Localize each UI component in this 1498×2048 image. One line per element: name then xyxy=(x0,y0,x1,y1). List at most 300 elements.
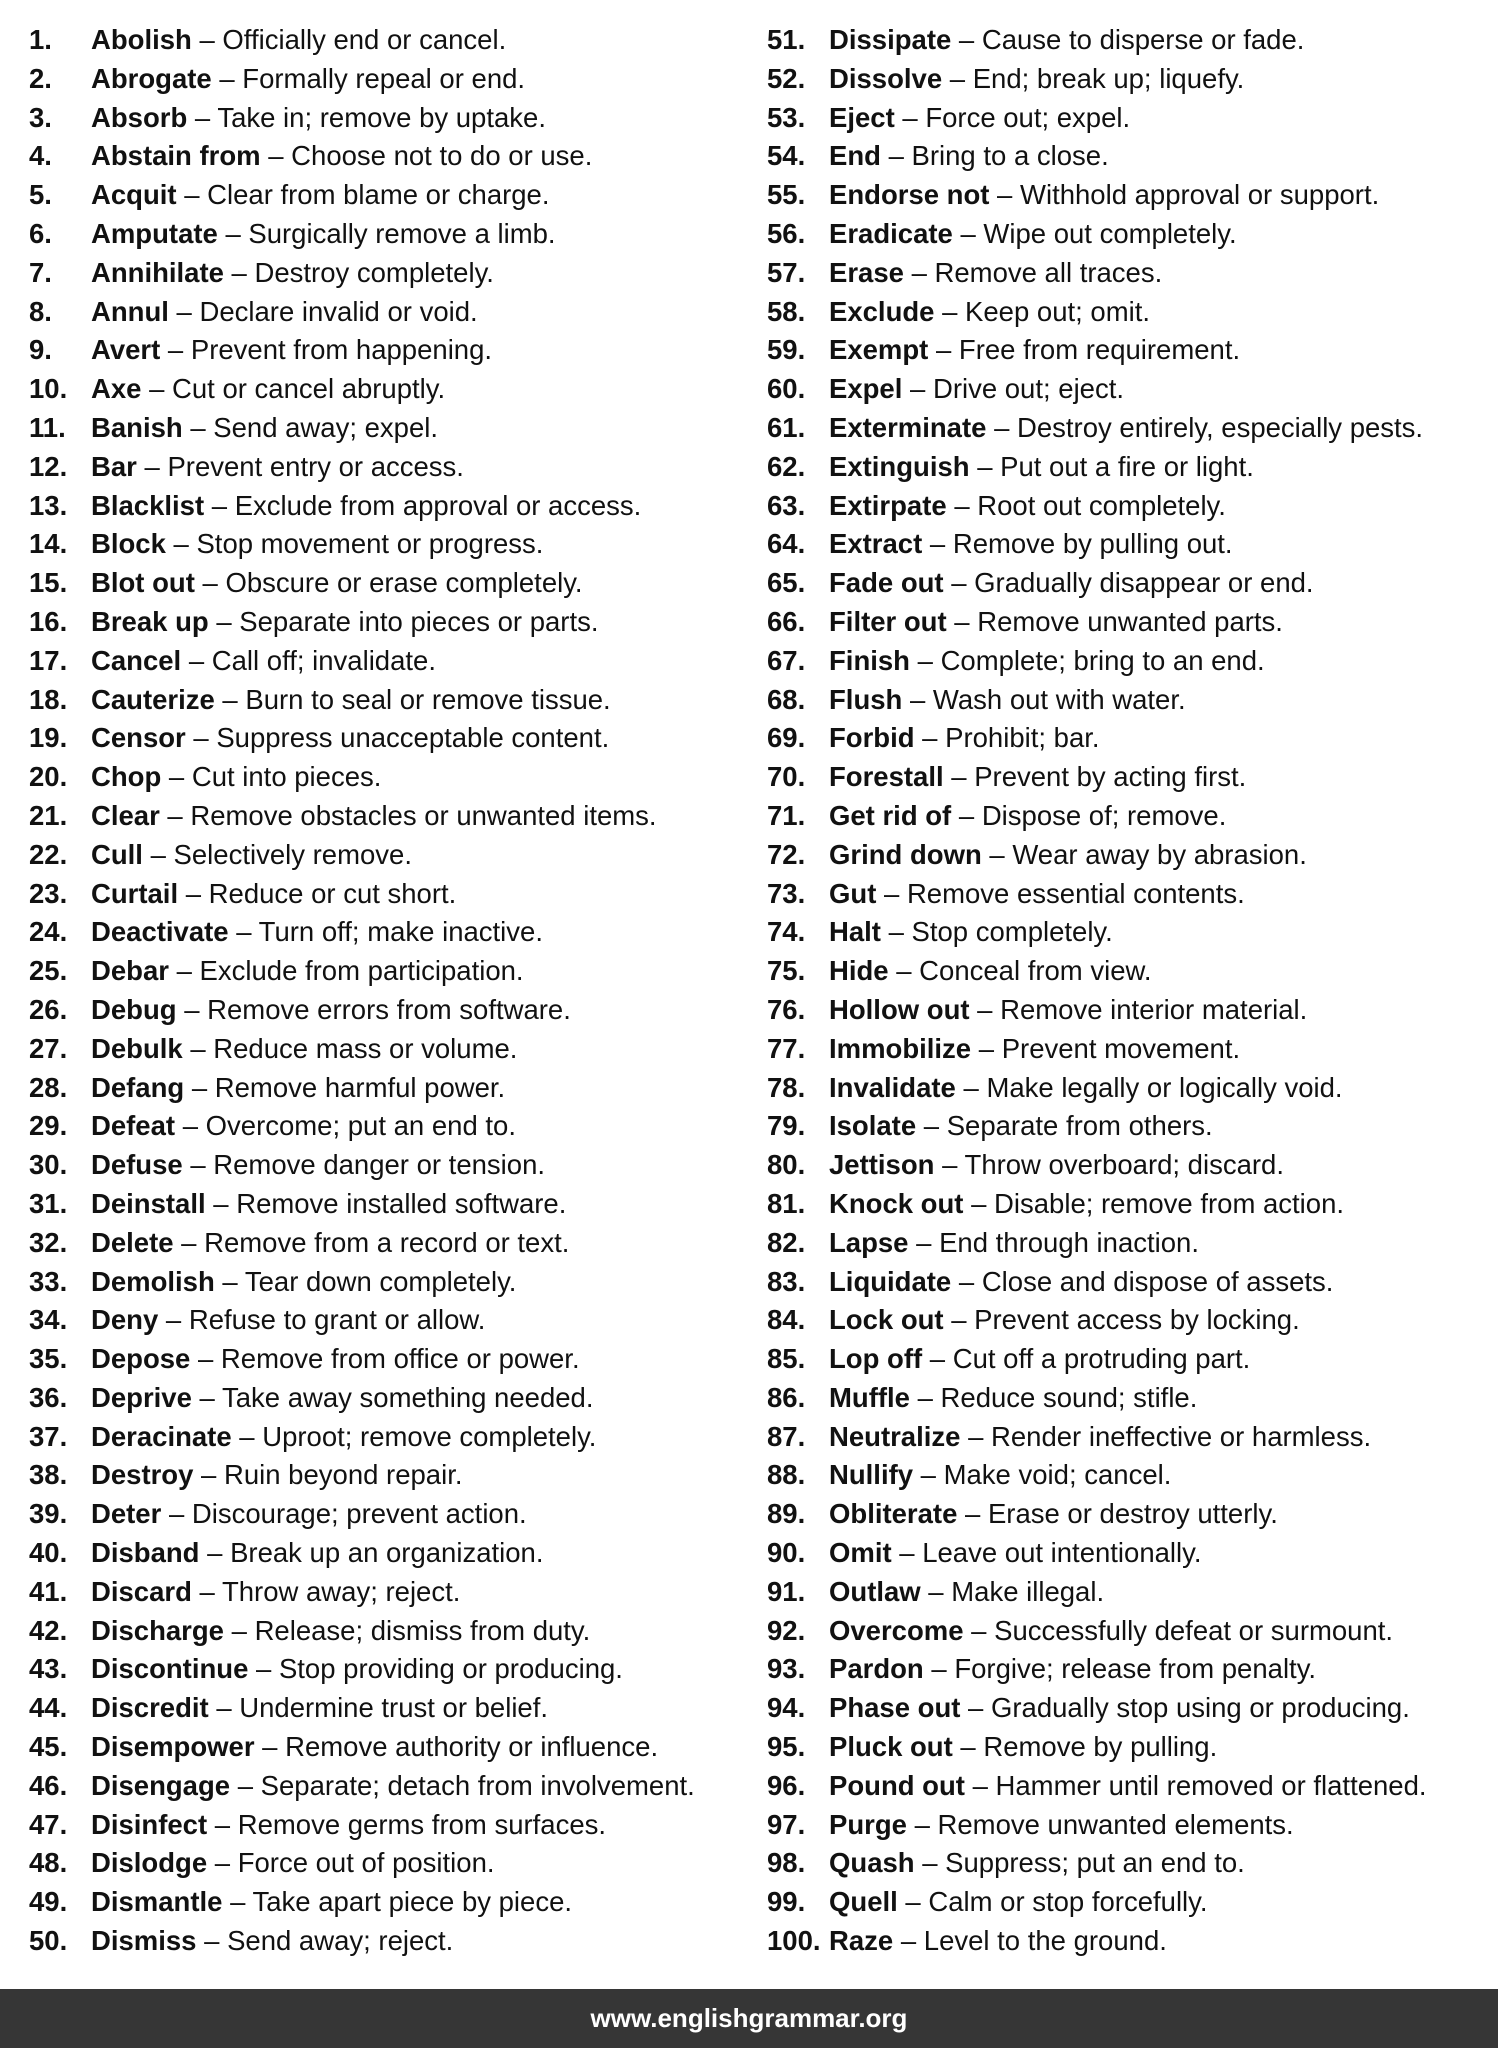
item-number: 45. xyxy=(29,1731,68,1763)
item-definition: Wash out with water. xyxy=(932,683,1186,715)
item-text xyxy=(829,1030,1240,1069)
list-item xyxy=(767,1069,1498,1108)
item-separator: – xyxy=(902,373,933,405)
item-word: Exterminate xyxy=(829,411,987,443)
item-definition: Separate; detach from involvement. xyxy=(260,1769,695,1801)
item-number: 28. xyxy=(29,1071,68,1103)
item-word: Purge xyxy=(829,1808,907,1840)
list-item xyxy=(29,991,769,1030)
item-number: 75. xyxy=(767,955,806,987)
list-item xyxy=(29,293,769,332)
item-definition: Remove by pulling. xyxy=(983,1731,1218,1763)
item-word: Eject xyxy=(829,101,895,133)
list-item xyxy=(29,370,769,409)
item-text xyxy=(91,1573,460,1612)
item-separator: – xyxy=(914,1847,946,1879)
item-separator: – xyxy=(208,1692,240,1724)
item-definition: Overcome; put an end to. xyxy=(205,1110,516,1142)
item-text xyxy=(829,137,1109,176)
item-text xyxy=(91,1340,580,1379)
item-definition: Separate into pieces or parts. xyxy=(239,605,599,637)
item-word: Blot out xyxy=(91,567,195,599)
item-text xyxy=(91,1107,516,1146)
item-separator: – xyxy=(923,1653,955,1685)
item-word: Deny xyxy=(91,1304,159,1336)
item-definition: Clear from blame or charge. xyxy=(207,179,550,211)
item-word: Endorse not xyxy=(829,179,990,211)
item-text xyxy=(91,293,478,332)
item-separator: – xyxy=(952,217,984,249)
item-text xyxy=(829,1806,1294,1845)
item-number: 78. xyxy=(767,1071,806,1103)
item-number: 55. xyxy=(767,179,806,211)
item-text xyxy=(91,1495,527,1534)
item-separator: – xyxy=(989,179,1020,211)
item-word: Deter xyxy=(91,1498,162,1530)
item-separator: – xyxy=(231,1420,263,1452)
item-definition: Drive out; eject. xyxy=(932,373,1125,405)
item-definition: Remove installed software. xyxy=(236,1187,567,1219)
item-text xyxy=(829,1612,1393,1651)
item-separator: – xyxy=(204,489,235,521)
list-item xyxy=(767,1806,1498,1845)
item-text xyxy=(91,176,550,215)
item-separator: – xyxy=(920,1575,952,1607)
item-word: Neutralize xyxy=(829,1420,961,1452)
footer-url[interactable]: www.englishgrammar.org xyxy=(590,2003,908,2033)
item-word: Halt xyxy=(829,916,881,948)
item-word: Disempower xyxy=(91,1731,255,1763)
item-number: 62. xyxy=(767,450,806,482)
item-number: 88. xyxy=(767,1459,806,1491)
item-definition: Separate from others. xyxy=(946,1110,1213,1142)
item-definition: Hammer until removed or flattened. xyxy=(995,1769,1427,1801)
item-number: 2. xyxy=(29,62,52,94)
item-definition: Withhold approval or support. xyxy=(1020,179,1380,211)
list-item xyxy=(767,991,1498,1030)
item-definition: Force out; expel. xyxy=(925,101,1131,133)
item-definition: Obscure or erase completely. xyxy=(225,567,583,599)
item-word: Debar xyxy=(91,955,169,987)
item-word: Omit xyxy=(829,1537,892,1569)
list-item xyxy=(767,1495,1498,1534)
item-separator: – xyxy=(960,1420,992,1452)
item-separator: – xyxy=(942,62,973,94)
item-number: 21. xyxy=(29,799,68,831)
item-separator: – xyxy=(184,1071,215,1103)
item-word: Discredit xyxy=(91,1692,209,1724)
item-number: 85. xyxy=(767,1343,806,1375)
item-definition: Force out of position. xyxy=(237,1847,495,1879)
list-item xyxy=(29,1146,769,1185)
item-word: Chop xyxy=(91,761,162,793)
item-definition: Remove authority or influence. xyxy=(285,1731,659,1763)
item-number: 4. xyxy=(29,140,52,172)
item-separator: – xyxy=(158,1304,189,1336)
item-definition: Cut or cancel abruptly. xyxy=(172,373,446,405)
item-word: Cancel xyxy=(91,644,182,676)
list-item xyxy=(767,719,1498,758)
item-text xyxy=(829,1418,1371,1457)
item-number: 56. xyxy=(767,217,806,249)
item-definition: Stop completely. xyxy=(911,916,1113,948)
item-definition: Tear down completely. xyxy=(244,1265,517,1297)
item-separator: – xyxy=(880,916,912,948)
item-word: Muffle xyxy=(829,1381,910,1413)
list-item xyxy=(767,1263,1498,1302)
item-word: Debug xyxy=(91,993,177,1025)
item-separator: – xyxy=(893,1925,924,1957)
item-text xyxy=(829,1573,1104,1612)
item-text xyxy=(829,487,1226,526)
item-number: 65. xyxy=(767,567,806,599)
item-word: Dislodge xyxy=(91,1847,208,1879)
item-text xyxy=(91,797,657,836)
list-item xyxy=(29,525,769,564)
item-number: 30. xyxy=(29,1149,68,1181)
item-number: 70. xyxy=(767,761,806,793)
item-number: 81. xyxy=(767,1187,806,1219)
item-word: Break up xyxy=(91,605,209,637)
item-definition: Take apart piece by piece. xyxy=(252,1886,573,1918)
item-separator: – xyxy=(223,1614,255,1646)
item-text xyxy=(91,719,609,758)
item-separator: – xyxy=(963,1187,995,1219)
item-separator: – xyxy=(963,1614,995,1646)
item-text xyxy=(829,1689,1410,1728)
item-definition: Destroy entirely, especially pests. xyxy=(1017,411,1424,443)
item-definition: Conceal from view. xyxy=(919,955,1152,987)
item-text xyxy=(829,1263,1333,1302)
item-separator: – xyxy=(260,140,292,172)
item-text xyxy=(91,215,556,254)
item-text xyxy=(829,331,1240,370)
list-item xyxy=(29,1456,769,1495)
item-definition: Disable; remove from action. xyxy=(994,1187,1345,1219)
item-separator: – xyxy=(228,916,259,948)
item-text xyxy=(829,642,1265,681)
item-word: Depose xyxy=(91,1343,191,1375)
item-definition: Release; dismiss from duty. xyxy=(254,1614,591,1646)
item-word: Exempt xyxy=(829,334,929,366)
item-separator: – xyxy=(194,567,226,599)
item-definition: End through inaction. xyxy=(939,1226,1199,1258)
item-text xyxy=(91,1806,606,1845)
item-definition: Cut off a protruding part. xyxy=(952,1343,1251,1375)
item-definition: Root out completely. xyxy=(977,489,1226,521)
item-definition: Break up an organization. xyxy=(230,1537,544,1569)
item-definition: Reduce mass or volume. xyxy=(213,1032,518,1064)
item-separator: – xyxy=(986,411,1018,443)
item-separator: – xyxy=(191,1381,222,1413)
item-definition: Bring to a close. xyxy=(911,140,1109,172)
list-item xyxy=(29,1069,769,1108)
item-word: Extinguish xyxy=(829,450,970,482)
item-text xyxy=(829,1224,1199,1263)
item-separator: – xyxy=(946,489,978,521)
item-text xyxy=(829,681,1186,720)
item-definition: Calm or stop forcefully. xyxy=(928,1886,1208,1918)
list-item xyxy=(29,1573,769,1612)
item-separator: – xyxy=(880,140,912,172)
list-item xyxy=(767,254,1498,293)
item-word: Dissipate xyxy=(829,24,952,55)
item-number: 23. xyxy=(29,877,68,909)
item-separator: – xyxy=(190,1343,221,1375)
item-separator: – xyxy=(916,1110,947,1142)
list-item xyxy=(767,797,1498,836)
item-definition: Remove unwanted elements. xyxy=(937,1808,1294,1840)
item-number: 54. xyxy=(767,140,806,172)
item-word: Cauterize xyxy=(91,683,215,715)
list-item xyxy=(767,913,1498,952)
item-separator: – xyxy=(951,799,982,831)
list-item xyxy=(767,331,1498,370)
item-word: Blacklist xyxy=(91,489,205,521)
item-number: 29. xyxy=(29,1110,68,1142)
list-item xyxy=(767,875,1498,914)
item-separator: – xyxy=(141,373,173,405)
list-item xyxy=(767,564,1498,603)
item-text xyxy=(829,1922,1167,1961)
item-number: 25. xyxy=(29,955,68,987)
item-definition: Take away something needed. xyxy=(221,1381,594,1413)
item-text xyxy=(91,1728,658,1767)
item-definition: Prevent from happening. xyxy=(190,334,493,366)
list-item xyxy=(767,758,1498,797)
item-separator: – xyxy=(909,1381,941,1413)
item-number: 53. xyxy=(767,101,806,133)
item-word: Discontinue xyxy=(91,1653,249,1685)
item-word: Defang xyxy=(91,1071,185,1103)
item-text xyxy=(91,1883,572,1922)
list-item xyxy=(29,1224,769,1263)
list-item xyxy=(29,487,769,526)
item-number: 69. xyxy=(767,722,806,754)
item-number: 46. xyxy=(29,1769,68,1801)
item-number: 93. xyxy=(767,1653,806,1685)
item-number: 77. xyxy=(767,1032,806,1064)
list-item xyxy=(767,1573,1498,1612)
item-word: Filter out xyxy=(829,605,947,637)
list-item xyxy=(29,1185,769,1224)
item-separator: – xyxy=(891,1537,923,1569)
list-item xyxy=(29,1107,769,1146)
item-word: Erase xyxy=(829,256,904,288)
item-text xyxy=(91,60,525,99)
item-separator: – xyxy=(222,1886,253,1918)
item-definition: Make legally or logically void. xyxy=(986,1071,1343,1103)
item-separator: – xyxy=(187,101,218,133)
item-number: 64. xyxy=(767,528,806,560)
item-number: 79. xyxy=(767,1110,806,1142)
item-separator: – xyxy=(178,877,209,909)
item-word: Immobilize xyxy=(829,1032,972,1064)
item-word: Discard xyxy=(91,1575,192,1607)
list-item xyxy=(29,331,769,370)
item-word: Annul xyxy=(91,295,169,327)
item-number: 14. xyxy=(29,528,68,560)
list-item xyxy=(29,1379,769,1418)
list-item xyxy=(29,1689,769,1728)
item-word: Cull xyxy=(91,838,143,870)
item-separator: – xyxy=(922,1343,953,1375)
list-item xyxy=(767,836,1498,875)
item-separator: – xyxy=(160,334,191,366)
item-word: Expel xyxy=(829,373,903,405)
item-number: 6. xyxy=(29,217,52,249)
item-text xyxy=(91,525,543,564)
item-word: Invalidate xyxy=(829,1071,956,1103)
list-item xyxy=(29,603,769,642)
list-item xyxy=(29,1922,769,1961)
item-definition: Remove all traces. xyxy=(934,256,1163,288)
list-item xyxy=(29,913,769,952)
item-text xyxy=(91,448,464,487)
item-definition: Prohibit; bar. xyxy=(945,722,1100,754)
list-item xyxy=(767,681,1498,720)
item-number: 68. xyxy=(767,683,806,715)
list-item xyxy=(29,1418,769,1457)
item-separator: – xyxy=(176,179,208,211)
list-item xyxy=(767,642,1498,681)
item-separator: – xyxy=(165,528,197,560)
item-word: Jettison xyxy=(829,1149,935,1181)
item-word: Eradicate xyxy=(829,217,953,249)
item-word: End xyxy=(829,140,881,172)
item-number: 57. xyxy=(767,256,806,288)
item-text xyxy=(91,913,543,952)
item-definition: Remove obstacles or unwanted items. xyxy=(190,799,657,831)
list-item xyxy=(29,176,769,215)
item-number: 44. xyxy=(29,1692,68,1724)
item-definition: Cut into pieces. xyxy=(191,761,382,793)
item-definition: Burn to seal or remove tissue. xyxy=(245,683,611,715)
item-definition: Throw overboard; discard. xyxy=(964,1149,1284,1181)
item-number: 73. xyxy=(767,877,806,909)
item-text xyxy=(91,1030,517,1069)
list-item xyxy=(29,409,769,448)
item-number: 11. xyxy=(29,411,66,443)
item-text xyxy=(91,603,599,642)
item-word: Discharge xyxy=(91,1614,224,1646)
list-item xyxy=(29,1495,769,1534)
item-word: Avert xyxy=(91,334,161,366)
item-word: Acquit xyxy=(91,179,177,211)
item-definition: Suppress unacceptable content. xyxy=(216,722,610,754)
list-item xyxy=(767,1728,1498,1767)
item-text xyxy=(829,564,1314,603)
item-word: Defeat xyxy=(91,1110,176,1142)
item-separator: – xyxy=(909,644,941,676)
item-text xyxy=(829,1767,1427,1806)
item-definition: Make void; cancel. xyxy=(943,1459,1172,1491)
item-word: Extract xyxy=(829,528,923,560)
item-text xyxy=(829,99,1130,138)
item-separator: – xyxy=(182,1032,214,1064)
item-number: 95. xyxy=(767,1731,806,1763)
item-word: Exclude xyxy=(829,295,935,327)
item-definition: Forgive; release from penalty. xyxy=(954,1653,1317,1685)
item-text xyxy=(91,137,592,176)
item-word: Quell xyxy=(829,1886,898,1918)
item-number: 20. xyxy=(29,761,68,793)
item-number: 32. xyxy=(29,1226,68,1258)
item-word: Pluck out xyxy=(829,1731,953,1763)
item-text xyxy=(91,1689,548,1728)
item-separator: – xyxy=(199,1537,231,1569)
item-text xyxy=(91,1844,495,1883)
item-definition: Undermine trust or belief. xyxy=(239,1692,549,1724)
item-word: Deprive xyxy=(91,1381,192,1413)
list-item xyxy=(29,1534,769,1573)
item-number: 60. xyxy=(767,373,806,405)
item-word: Block xyxy=(91,528,166,560)
item-word: Pound out xyxy=(829,1769,965,1801)
item-definition: Close and dispose of assets. xyxy=(981,1265,1334,1297)
item-word: Demolish xyxy=(91,1265,215,1297)
item-definition: Wear away by abrasion. xyxy=(1012,838,1307,870)
list-item xyxy=(767,525,1498,564)
item-word: Dismantle xyxy=(91,1886,223,1918)
list-item xyxy=(767,1030,1498,1069)
item-separator: – xyxy=(928,334,959,366)
list-item xyxy=(767,1224,1498,1263)
list-item xyxy=(29,99,769,138)
item-word: Defuse xyxy=(91,1149,183,1181)
list-item xyxy=(767,370,1498,409)
item-number: 1. xyxy=(29,24,52,55)
list-item xyxy=(29,642,769,681)
item-number: 66. xyxy=(767,605,806,637)
item-separator: – xyxy=(876,877,907,909)
item-number: 31. xyxy=(29,1187,68,1219)
list-item xyxy=(29,1340,769,1379)
item-definition: Stop movement or progress. xyxy=(196,528,544,560)
list-item xyxy=(767,1844,1498,1883)
item-definition: End; break up; liquefy. xyxy=(972,62,1245,94)
item-separator: – xyxy=(205,1187,237,1219)
item-definition: Make illegal. xyxy=(951,1575,1105,1607)
list-item xyxy=(767,1767,1498,1806)
item-number: 24. xyxy=(29,916,68,948)
item-text xyxy=(91,1379,593,1418)
item-definition: Remove harmful power. xyxy=(214,1071,506,1103)
item-text xyxy=(829,215,1237,254)
item-number: 27. xyxy=(29,1032,68,1064)
item-definition: Remove by pulling out. xyxy=(952,528,1233,560)
list-item xyxy=(29,797,769,836)
item-definition: Remove interior material. xyxy=(1000,993,1308,1025)
item-word: Isolate xyxy=(829,1110,917,1142)
list-item xyxy=(767,60,1498,99)
item-number: 37. xyxy=(29,1420,68,1452)
item-text xyxy=(829,254,1162,293)
item-number: 47. xyxy=(29,1808,68,1840)
item-separator: – xyxy=(176,993,208,1025)
list-item xyxy=(767,1301,1498,1340)
item-definition: Reduce sound; stifle. xyxy=(940,1381,1198,1413)
item-text xyxy=(829,1340,1250,1379)
item-number: 41. xyxy=(29,1575,68,1607)
item-number: 9. xyxy=(29,334,52,366)
item-text xyxy=(829,1146,1284,1185)
item-number: 13. xyxy=(29,489,68,521)
item-word: Censor xyxy=(91,722,186,754)
item-word: Outlaw xyxy=(829,1575,921,1607)
item-number: 86. xyxy=(767,1381,806,1413)
item-separator: – xyxy=(223,256,255,288)
